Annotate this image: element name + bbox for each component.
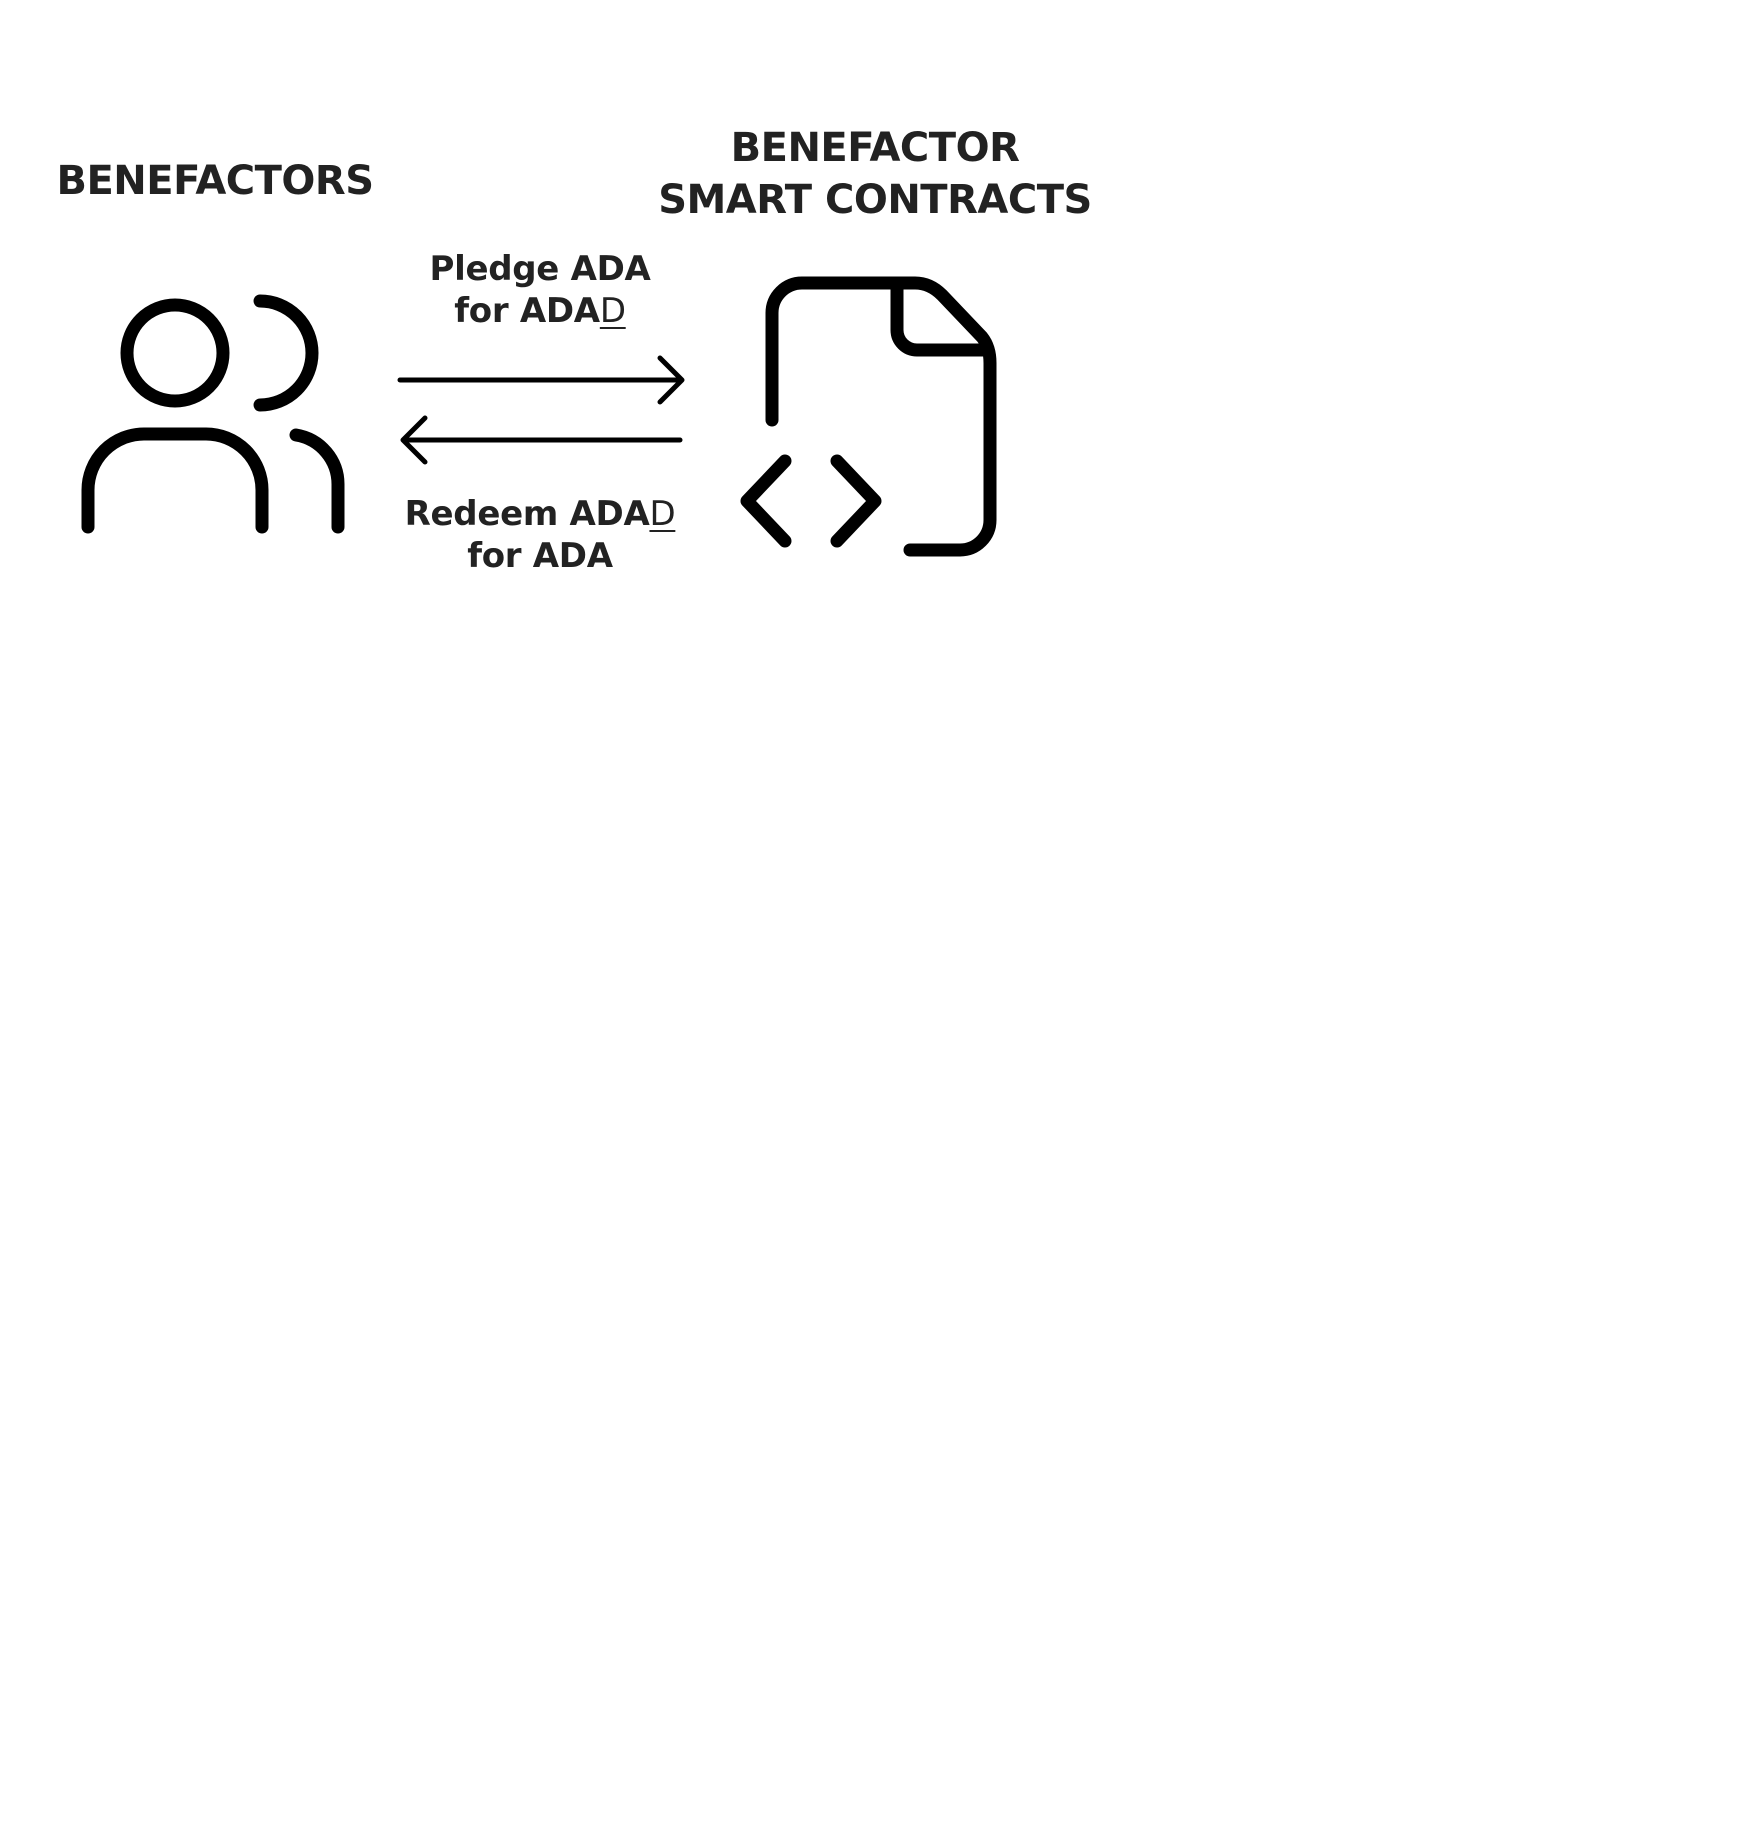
redeem-label-line-2: for ADA: [467, 536, 613, 576]
smart-contracts-title-line-2: SMART CONTRACTS: [658, 177, 1092, 223]
redeem-label-underlined-d: D: [649, 494, 676, 534]
pledge-arrow: [395, 355, 695, 405]
benefactors-title: [40, 155, 390, 207]
pledge-label: [395, 248, 685, 332]
benefactors-title-text: BENEFACTORS: [56, 158, 374, 204]
redeem-arrow: [390, 415, 690, 465]
smart-contracts-title-line-1: BENEFACTOR: [730, 125, 1020, 171]
smart-contracts-title: [640, 122, 1110, 226]
redeem-label-line-1: [380, 493, 700, 535]
pledge-label-line-2-prefix: for ADA: [454, 291, 600, 331]
redeem-label: [380, 493, 700, 577]
redeem-label-line-1-prefix: Redeem ADA: [404, 494, 650, 534]
pledge-label-line-2: [395, 290, 685, 332]
pledge-label-line-1: Pledge ADA: [429, 249, 651, 289]
pledge-label-underlined-d: D: [599, 291, 626, 331]
users-icon: [60, 280, 360, 550]
file-code-icon: [730, 275, 1000, 565]
